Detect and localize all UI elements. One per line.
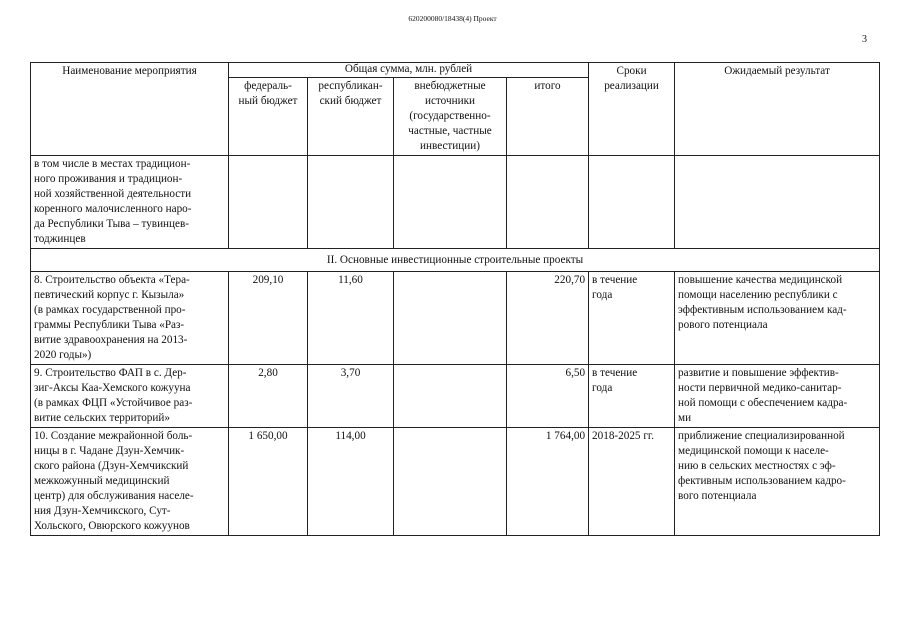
cell-terms bbox=[589, 156, 675, 249]
cell-terms: 2018-2025 гг. bbox=[589, 428, 675, 536]
cell-result: приближение специализированной медицинской помощи к населе- нию в сельских местностях с эф- фективным использованием кадро- вого потенциала bbox=[675, 428, 880, 536]
table-row bbox=[31, 428, 880, 536]
row-name: в том числе в местах традицион- ного проживания и традицион- ной хозяйственной деятельности коренного малочисленного наро- да Республики Тыва – тувинцев- тоджинцев bbox=[31, 156, 229, 249]
cell-republic: 11,60 bbox=[308, 272, 394, 365]
row-name: 8. Строительство объекта «Тера- певтический корпус г. Кызыла» (в рамках государственной про- граммы Республики Тыва «Раз- витие здравоохранения на 2013- 2020 годы») bbox=[31, 272, 229, 365]
cell-extra bbox=[394, 428, 507, 536]
cell-federal: 2,80 bbox=[229, 365, 308, 428]
header-republic: республикан- ский бюджет bbox=[308, 78, 394, 156]
row-name: 10. Создание межрайонной боль- ницы в г. Чадане Дзун-Хемчик- ского района (Дзун-Хемчикский межкожунный медицинский центр) для обслуживания населе- ния Дзун-Хемчикского, Сут- Хольского, Овюрского кожуунов bbox=[31, 428, 229, 536]
cell-republic: 3,70 bbox=[308, 365, 394, 428]
cell-extra bbox=[394, 272, 507, 365]
cell-itogo: 6,50 bbox=[507, 365, 589, 428]
table-row-continuation bbox=[31, 156, 880, 249]
cell-extra bbox=[394, 365, 507, 428]
cell-itogo bbox=[507, 156, 589, 249]
row-name: 9. Строительство ФАП в с. Дер- зиг-Аксы Каа-Хемского кожууна (в рамках ФЦП «Устойчивое раз- витие сельских территорий» bbox=[31, 365, 229, 428]
measures-table bbox=[30, 62, 880, 536]
cell-federal: 1 650,00 bbox=[229, 428, 308, 536]
cell-result bbox=[675, 156, 880, 249]
document-id: 620200080/18438(4) Проект bbox=[408, 14, 497, 23]
header-result: Ожидаемый результат bbox=[675, 63, 880, 156]
header-itogo: итого bbox=[507, 78, 589, 156]
header-extra: внебюджетные источники (государственно- частные, частные инвестиции) bbox=[394, 78, 507, 156]
table-row bbox=[31, 365, 880, 428]
page-number: 3 bbox=[862, 34, 867, 45]
cell-federal: 209,10 bbox=[229, 272, 308, 365]
cell-itogo: 1 764,00 bbox=[507, 428, 589, 536]
cell-terms: в течение года bbox=[589, 272, 675, 365]
section-title: II. Основные инвестиционные строительные проекты bbox=[31, 249, 880, 272]
cell-itogo: 220,70 bbox=[507, 272, 589, 365]
header-terms: Сроки реализации bbox=[589, 63, 675, 156]
header-name: Наименование мероприятия bbox=[31, 63, 229, 156]
cell-extra bbox=[394, 156, 507, 249]
cell-result: повышение качества медицинской помощи населению республики с эффективным использованием кад- рового потенциала bbox=[675, 272, 880, 365]
cell-republic bbox=[308, 156, 394, 249]
header-total-sum: Общая сумма, млн. рублей bbox=[229, 63, 589, 78]
section-row bbox=[31, 249, 880, 272]
cell-result: развитие и повышение эффектив- ности первичной медико-санитар- ной помощи с обеспечением кадра- ми bbox=[675, 365, 880, 428]
header-row-1 bbox=[31, 63, 880, 78]
header-federal: федераль- ный бюджет bbox=[229, 78, 308, 156]
cell-federal bbox=[229, 156, 308, 249]
cell-terms: в течение года bbox=[589, 365, 675, 428]
cell-republic: 114,00 bbox=[308, 428, 394, 536]
table-row bbox=[31, 272, 880, 365]
